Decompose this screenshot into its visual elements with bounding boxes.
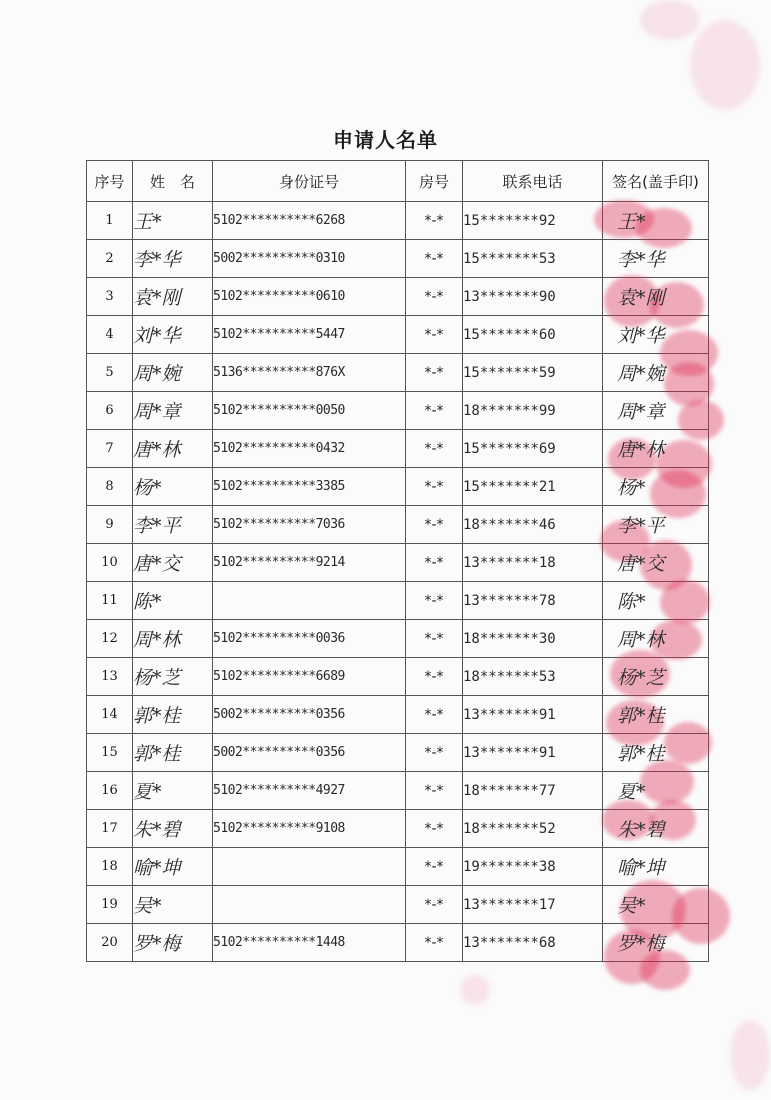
row-phone: 13*******91 — [463, 696, 603, 734]
row-signature — [603, 392, 709, 430]
row-phone: 18*******53 — [463, 658, 603, 696]
row-name: 周*婉 — [133, 354, 213, 392]
row-signature — [603, 810, 709, 848]
row-room: *-* — [406, 430, 463, 468]
row-name: 吴* — [133, 886, 213, 924]
signature-text: 唐*林 — [617, 439, 665, 461]
row-name: 喻*坤 — [133, 848, 213, 886]
row-no: 9 — [87, 506, 133, 544]
signature-text: 李*平 — [617, 515, 665, 537]
header-room: 房号 — [406, 161, 463, 202]
table-row — [87, 772, 709, 810]
row-id-number: 5002**********0356 — [213, 696, 406, 734]
signature-text: 周*林 — [617, 629, 665, 651]
row-signature — [603, 620, 709, 658]
row-signature — [603, 848, 709, 886]
row-signature — [603, 278, 709, 316]
row-phone: 13*******90 — [463, 278, 603, 316]
row-signature — [603, 202, 709, 240]
signature-text: 陈* — [617, 591, 646, 613]
table-row — [87, 506, 709, 544]
row-id-number: 5002**********0356 — [213, 734, 406, 772]
row-name: 唐*交 — [133, 544, 213, 582]
table-row — [87, 658, 709, 696]
row-signature — [603, 582, 709, 620]
row-room: *-* — [406, 582, 463, 620]
signature-text: 吴* — [617, 895, 646, 917]
row-no: 11 — [87, 582, 133, 620]
row-signature — [603, 430, 709, 468]
header-no: 序号 — [87, 161, 133, 202]
row-no: 12 — [87, 620, 133, 658]
row-room: *-* — [406, 506, 463, 544]
table-row — [87, 392, 709, 430]
row-no: 19 — [87, 886, 133, 924]
row-name: 郭*桂 — [133, 696, 213, 734]
row-name: 朱*碧 — [133, 810, 213, 848]
signature-text: 李*华 — [617, 249, 665, 271]
row-no: 4 — [87, 316, 133, 354]
row-room: *-* — [406, 316, 463, 354]
table-row — [87, 924, 709, 962]
row-phone: 15*******21 — [463, 468, 603, 506]
row-name: 周*章 — [133, 392, 213, 430]
table-row — [87, 734, 709, 772]
row-signature — [603, 734, 709, 772]
row-phone: 13*******68 — [463, 924, 603, 962]
row-signature — [603, 544, 709, 582]
table-row — [87, 354, 709, 392]
table-row — [87, 848, 709, 886]
row-id-number: 5102**********0050 — [213, 392, 406, 430]
row-signature — [603, 506, 709, 544]
row-no: 8 — [87, 468, 133, 506]
row-id-number: 5102**********1448 — [213, 924, 406, 962]
row-name: 夏* — [133, 772, 213, 810]
table-row — [87, 544, 709, 582]
row-signature — [603, 658, 709, 696]
row-id-number: 5102**********0036 — [213, 620, 406, 658]
row-phone: 18*******30 — [463, 620, 603, 658]
row-room: *-* — [406, 924, 463, 962]
row-room: *-* — [406, 468, 463, 506]
row-room: *-* — [406, 240, 463, 278]
table-row — [87, 696, 709, 734]
row-room: *-* — [406, 772, 463, 810]
signature-text: 周*章 — [617, 401, 665, 423]
signature-text: 杨*芝 — [617, 667, 665, 689]
signature-text: 夏* — [617, 781, 646, 803]
row-id-number: 5102**********5447 — [213, 316, 406, 354]
header-id: 身份证号 — [213, 161, 406, 202]
row-phone: 18*******77 — [463, 772, 603, 810]
signature-text: 唐*交 — [617, 553, 665, 575]
row-no: 20 — [87, 924, 133, 962]
row-name: 周*林 — [133, 620, 213, 658]
table-row — [87, 810, 709, 848]
row-name: 郭*桂 — [133, 734, 213, 772]
row-signature — [603, 316, 709, 354]
table-row — [87, 278, 709, 316]
row-id-number — [213, 848, 406, 886]
row-room: *-* — [406, 734, 463, 772]
row-id-number: 5102**********3385 — [213, 468, 406, 506]
row-signature — [603, 240, 709, 278]
row-phone: 13*******18 — [463, 544, 603, 582]
row-no: 10 — [87, 544, 133, 582]
table-row — [87, 430, 709, 468]
row-id-number: 5102**********7036 — [213, 506, 406, 544]
signature-text: 罗*梅 — [617, 933, 665, 955]
header-row — [87, 161, 709, 202]
row-id-number — [213, 886, 406, 924]
row-phone: 15*******60 — [463, 316, 603, 354]
row-name: 罗*梅 — [133, 924, 213, 962]
row-no: 2 — [87, 240, 133, 278]
row-no: 15 — [87, 734, 133, 772]
table-row — [87, 316, 709, 354]
row-phone: 13*******91 — [463, 734, 603, 772]
row-name: 唐*林 — [133, 430, 213, 468]
row-room: *-* — [406, 278, 463, 316]
row-id-number: 5102**********9214 — [213, 544, 406, 582]
applicant-table — [86, 160, 709, 962]
row-id-number: 5102**********9108 — [213, 810, 406, 848]
row-room: *-* — [406, 658, 463, 696]
signature-text: 王* — [617, 211, 646, 233]
row-no: 7 — [87, 430, 133, 468]
row-id-number — [213, 582, 406, 620]
signature-text: 郭*桂 — [617, 743, 665, 765]
table-row — [87, 886, 709, 924]
row-room: *-* — [406, 620, 463, 658]
row-id-number: 5136**********876X — [213, 354, 406, 392]
row-no: 16 — [87, 772, 133, 810]
row-name: 刘*华 — [133, 316, 213, 354]
page-title: 申请人名单 — [333, 128, 438, 152]
row-phone: 18*******52 — [463, 810, 603, 848]
row-room: *-* — [406, 696, 463, 734]
row-room: *-* — [406, 544, 463, 582]
row-name: 王* — [133, 202, 213, 240]
row-no: 18 — [87, 848, 133, 886]
row-phone: 15*******59 — [463, 354, 603, 392]
table-row — [87, 468, 709, 506]
row-id-number: 5102**********0432 — [213, 430, 406, 468]
signature-text: 袁*刚 — [617, 287, 665, 309]
row-room: *-* — [406, 392, 463, 430]
table-row — [87, 240, 709, 278]
signature-text: 杨* — [617, 477, 646, 499]
row-signature — [603, 924, 709, 962]
signature-text: 郭*桂 — [617, 705, 665, 727]
row-phone: 13*******78 — [463, 582, 603, 620]
row-no: 5 — [87, 354, 133, 392]
row-no: 17 — [87, 810, 133, 848]
row-room: *-* — [406, 354, 463, 392]
row-name: 杨* — [133, 468, 213, 506]
row-phone: 15*******92 — [463, 202, 603, 240]
row-id-number: 5102**********6689 — [213, 658, 406, 696]
row-signature — [603, 468, 709, 506]
row-phone: 15*******53 — [463, 240, 603, 278]
row-id-number: 5102**********6268 — [213, 202, 406, 240]
signature-text: 朱*碧 — [617, 819, 665, 841]
row-name: 陈* — [133, 582, 213, 620]
table-row — [87, 202, 709, 240]
row-phone: 19*******38 — [463, 848, 603, 886]
row-name: 袁*刚 — [133, 278, 213, 316]
signature-text: 喻*坤 — [617, 857, 665, 879]
signature-text: 周*婉 — [617, 363, 665, 385]
row-room: *-* — [406, 848, 463, 886]
row-room: *-* — [406, 810, 463, 848]
row-phone: 13*******17 — [463, 886, 603, 924]
row-phone: 15*******69 — [463, 430, 603, 468]
row-no: 13 — [87, 658, 133, 696]
row-no: 1 — [87, 202, 133, 240]
header-name: 姓 名 — [133, 161, 213, 202]
row-room: *-* — [406, 202, 463, 240]
header-phone: 联系电话 — [463, 161, 603, 202]
row-signature — [603, 886, 709, 924]
row-room: *-* — [406, 886, 463, 924]
row-signature — [603, 354, 709, 392]
table-row — [87, 582, 709, 620]
row-signature — [603, 696, 709, 734]
row-name: 李*华 — [133, 240, 213, 278]
table-row — [87, 620, 709, 658]
row-id-number: 5102**********0610 — [213, 278, 406, 316]
row-no: 3 — [87, 278, 133, 316]
row-no: 6 — [87, 392, 133, 430]
row-phone: 18*******46 — [463, 506, 603, 544]
header-sign: 签名(盖手印) — [603, 161, 709, 202]
row-no: 14 — [87, 696, 133, 734]
signature-text: 刘*华 — [617, 325, 665, 347]
row-id-number: 5102**********4927 — [213, 772, 406, 810]
row-phone: 18*******99 — [463, 392, 603, 430]
row-signature — [603, 772, 709, 810]
row-name: 李*平 — [133, 506, 213, 544]
row-name: 杨*芝 — [133, 658, 213, 696]
row-id-number: 5002**********0310 — [213, 240, 406, 278]
